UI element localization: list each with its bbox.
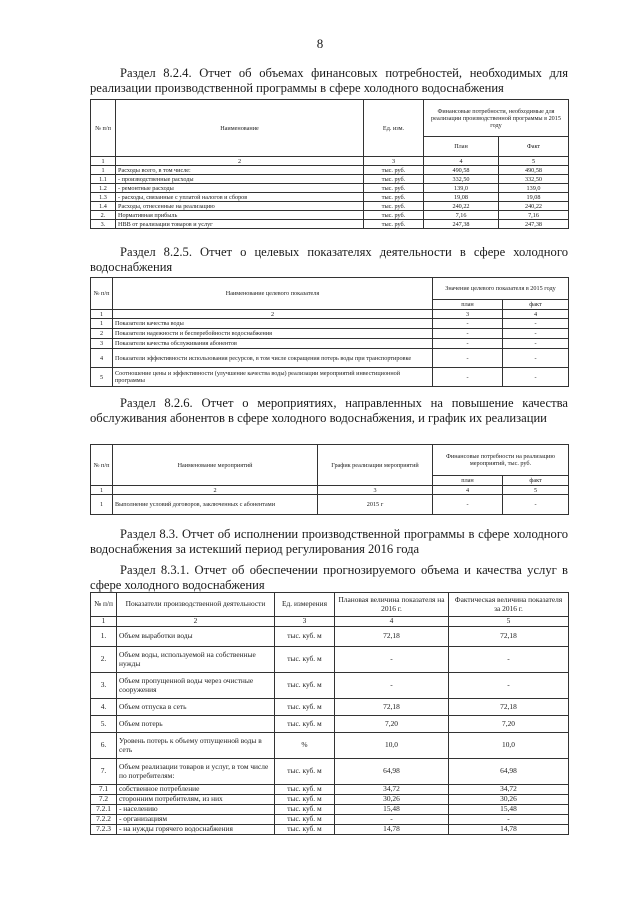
col-value-header: Значение целевого показателя в 2015 году — [433, 278, 569, 300]
row-no: 1. — [91, 627, 117, 647]
col-schedule-header: График реализации мероприятий — [318, 445, 433, 486]
row-fact: 64,98 — [449, 759, 569, 785]
col-plan-header: план — [433, 476, 503, 486]
row-no: 3. — [91, 673, 117, 699]
row-fact: 15,48 — [449, 805, 569, 815]
col-name-header: Показатели производственной деятельности — [117, 593, 275, 617]
row-name: Показатели надежности и бесперебойности водоснабжения — [113, 329, 433, 339]
row-plan: - — [433, 349, 503, 368]
col-fin-header: Финансовые потребности, необходимые для реализации производственной программы в 2015 году — [424, 100, 569, 137]
row-no: 4 — [91, 349, 113, 368]
row-plan: 15,48 — [335, 805, 449, 815]
row-no: 6. — [91, 733, 117, 759]
row-fact: - — [503, 349, 569, 368]
table-row — [91, 319, 569, 329]
table-row — [91, 166, 569, 175]
row-fact: 14,78 — [449, 825, 569, 835]
measures-table — [90, 444, 569, 515]
row-no: 3. — [91, 220, 116, 229]
row-name: Показатели качества обслуживания абонентов — [113, 339, 433, 349]
row-fact: 34,72 — [449, 785, 569, 795]
col-number: 3 — [275, 617, 335, 627]
row-unit: тыс. руб. — [364, 175, 424, 184]
row-name: Объем отпуска в сеть — [117, 699, 275, 716]
table-row — [91, 815, 569, 825]
row-fact: 7,20 — [449, 716, 569, 733]
row-plan: 30,26 — [335, 795, 449, 805]
row-plan: - — [433, 319, 503, 329]
col-plan-header: Плановая величина показателя на 2016 г. — [335, 593, 449, 617]
row-no: 7.2 — [91, 795, 117, 805]
row-plan: 72,18 — [335, 627, 449, 647]
row-no: 3 — [91, 339, 113, 349]
table-row — [91, 627, 569, 647]
table-row — [91, 339, 569, 349]
row-unit: тыс. куб. м — [275, 627, 335, 647]
row-no: 1 — [91, 166, 116, 175]
row-name: - населению — [117, 805, 275, 815]
col-number: 2 — [117, 617, 275, 627]
col-number: 4 — [503, 310, 569, 319]
row-name: Нормативная прибыль — [116, 211, 364, 220]
row-plan: 10,0 — [335, 733, 449, 759]
row-name: сторонним потребителям, из них — [117, 795, 275, 805]
table-row — [91, 673, 569, 699]
col-fin-header: Финансовые потребности на реализацию мероприятий, тыс. руб. — [433, 445, 569, 476]
table-row — [91, 193, 569, 202]
row-name: Показатели качества воды — [113, 319, 433, 329]
table-row — [91, 175, 569, 184]
row-fact: - — [449, 647, 569, 673]
row-no: 1 — [91, 319, 113, 329]
row-fact: - — [449, 673, 569, 699]
table-row — [91, 220, 569, 229]
row-plan: 7,20 — [335, 716, 449, 733]
row-plan: 19,08 — [424, 193, 499, 202]
financial-needs-table — [90, 99, 569, 229]
row-plan: 7,16 — [424, 211, 499, 220]
row-no: 2. — [91, 211, 116, 220]
row-fact: 19,08 — [499, 193, 569, 202]
row-no: 5 — [91, 368, 113, 387]
row-fact: 240,22 — [499, 202, 569, 211]
table-row — [91, 184, 569, 193]
col-name-header: Наименование — [116, 100, 364, 157]
row-fact: 7,16 — [499, 211, 569, 220]
table-row — [91, 825, 569, 835]
col-number: 3 — [318, 486, 433, 495]
col-number: 5 — [499, 157, 569, 166]
col-number: 4 — [335, 617, 449, 627]
row-no: 7.2.2 — [91, 815, 117, 825]
table-row — [91, 349, 569, 368]
row-name: Объем реализации товаров и услуг, в том числе по потребителям: — [117, 759, 275, 785]
row-name: Уровень потерь к объему отпущенной воды в сеть — [117, 733, 275, 759]
col-number: 3 — [433, 310, 503, 319]
row-unit: тыс. куб. м — [275, 759, 335, 785]
col-unit-header: Ед. измерения — [275, 593, 335, 617]
table-row — [91, 202, 569, 211]
row-unit: тыс. куб. м — [275, 795, 335, 805]
row-unit: % — [275, 733, 335, 759]
row-fact: 247,38 — [499, 220, 569, 229]
row-name: Объем потерь — [117, 716, 275, 733]
row-plan: 490,58 — [424, 166, 499, 175]
row-plan: 332,50 — [424, 175, 499, 184]
row-plan: 139,0 — [424, 184, 499, 193]
row-name: Показатели эффективности использования ресурсов, в том числе сокращения потерь воды при транспортировке — [113, 349, 433, 368]
table-row — [91, 211, 569, 220]
row-no: 2. — [91, 647, 117, 673]
row-no: 7. — [91, 759, 117, 785]
row-plan: - — [433, 329, 503, 339]
col-number: 5 — [503, 486, 569, 495]
row-no: 7.2.3 — [91, 825, 117, 835]
row-fact: 72,18 — [449, 627, 569, 647]
row-unit: тыс. руб. — [364, 202, 424, 211]
row-fact: - — [503, 319, 569, 329]
row-unit: тыс. куб. м — [275, 815, 335, 825]
row-fact: - — [503, 368, 569, 387]
col-number: 2 — [113, 486, 318, 495]
row-name: Расходы всего, в том числе: — [116, 166, 364, 175]
row-plan: - — [433, 368, 503, 387]
row-unit: тыс. руб. — [364, 184, 424, 193]
row-fact: 30,26 — [449, 795, 569, 805]
page-number: 8 — [316, 36, 324, 51]
section-8-2-4-heading: Раздел 8.2.4. Отчет об объемах финансовых потребностей, необходимых для реализации производственной программы в сфере холодного водоснабжения — [90, 66, 568, 95]
row-plan: 72,18 — [335, 699, 449, 716]
table-row — [91, 805, 569, 815]
row-unit: тыс. руб. — [364, 166, 424, 175]
row-no: 1.1 — [91, 175, 116, 184]
row-plan: 14,78 — [335, 825, 449, 835]
section-8-3-1-heading: Раздел 8.3.1. Отчет об обеспечении прогнозируемого объема и качества услуг в сфере холодного водоснабжения — [90, 563, 568, 592]
row-unit: тыс. руб. — [364, 220, 424, 229]
row-name: Расходы, отнесенные на реализацию — [116, 202, 364, 211]
table-row — [91, 368, 569, 387]
row-no: 7.2.1 — [91, 805, 117, 815]
row-unit: тыс. руб. — [364, 193, 424, 202]
col-number: 1 — [91, 310, 113, 319]
row-name: собственное потребление — [117, 785, 275, 795]
row-unit: тыс. куб. м — [275, 716, 335, 733]
row-plan: - — [335, 647, 449, 673]
col-number: 1 — [91, 617, 117, 627]
row-no: 1.4 — [91, 202, 116, 211]
table-row — [91, 716, 569, 733]
col-no-header: № п/п — [91, 100, 116, 157]
col-no-header: № п/п — [91, 593, 117, 617]
col-plan-header: план — [433, 300, 503, 310]
row-unit: тыс. куб. м — [275, 825, 335, 835]
row-no: 1.3 — [91, 193, 116, 202]
row-fact: - — [503, 339, 569, 349]
col-name-header: Наименование мероприятий — [113, 445, 318, 486]
row-no: 5. — [91, 716, 117, 733]
row-no: 1.2 — [91, 184, 116, 193]
col-no-header: № п/п — [91, 278, 113, 310]
row-unit: тыс. куб. м — [275, 699, 335, 716]
row-name: - ремонтные расходы — [116, 184, 364, 193]
row-fact: 72,18 — [449, 699, 569, 716]
row-unit: тыс. куб. м — [275, 805, 335, 815]
row-fact: - — [503, 495, 569, 515]
row-plan: 247,38 — [424, 220, 499, 229]
row-fact: 332,50 — [499, 175, 569, 184]
col-fact-header: Фактическая величина показателя за 2016 г. — [449, 593, 569, 617]
row-plan: 240,22 — [424, 202, 499, 211]
table-row — [91, 699, 569, 716]
row-fact: - — [503, 329, 569, 339]
table-row — [91, 795, 569, 805]
section-8-3-heading: Раздел 8.3. Отчет об исполнении производственной программы в сфере холодного водоснабжения за истекший период регулирования 2016 года — [90, 527, 568, 556]
row-name: НВВ от реализации товаров и услуг — [116, 220, 364, 229]
row-no: 7.1 — [91, 785, 117, 795]
row-plan: - — [335, 815, 449, 825]
row-unit: тыс. куб. м — [275, 673, 335, 699]
row-name: Соотношение цены и эффективности (улучшение качества воды) реализации мероприятий инвестиционной программы — [113, 368, 433, 387]
row-schedule: 2015 г — [318, 495, 433, 515]
col-unit-header: Ед. изм. — [364, 100, 424, 157]
col-number: 1 — [91, 486, 113, 495]
col-number: 2 — [113, 310, 433, 319]
row-name: - организациям — [117, 815, 275, 825]
row-plan: - — [433, 495, 503, 515]
row-fact: 139,0 — [499, 184, 569, 193]
row-unit: тыс. куб. м — [275, 785, 335, 795]
table-row — [91, 785, 569, 795]
row-name: Объем пропущенной воды через очистные сооружения — [117, 673, 275, 699]
row-name: Объем выработки воды — [117, 627, 275, 647]
row-no: 2 — [91, 329, 113, 339]
col-no-header: № п/п — [91, 445, 113, 486]
section-8-2-5-heading: Раздел 8.2.5. Отчет о целевых показателях деятельности в сфере холодного водоснабжения — [90, 245, 568, 274]
row-no: 1 — [91, 495, 113, 515]
row-plan: - — [433, 339, 503, 349]
row-name: - расходы, связанные с уплатой налогов и сборов — [116, 193, 364, 202]
row-fact: 490,58 — [499, 166, 569, 175]
row-plan: - — [335, 673, 449, 699]
row-no: 4. — [91, 699, 117, 716]
production-volume-table — [90, 592, 569, 835]
row-unit: тыс. куб. м — [275, 647, 335, 673]
table-row — [91, 759, 569, 785]
row-name: Объем воды, используемой на собственные нужды — [117, 647, 275, 673]
row-plan: 64,98 — [335, 759, 449, 785]
row-name: Выполнение условий договоров, заключенных с абонентами — [113, 495, 318, 515]
section-8-2-6-heading: Раздел 8.2.6. Отчет о мероприятиях, направленных на повышение качества обслуживания абонентов в сфере холодного водоснабжения, и график их реализации — [90, 396, 568, 425]
row-name: - на нужды горячего водоснабжения — [117, 825, 275, 835]
row-unit: тыс. руб. — [364, 211, 424, 220]
col-number: 3 — [364, 157, 424, 166]
col-number: 2 — [116, 157, 364, 166]
row-plan: 34,72 — [335, 785, 449, 795]
col-number: 5 — [449, 617, 569, 627]
col-number: 4 — [424, 157, 499, 166]
row-fact: 10,0 — [449, 733, 569, 759]
target-indicators-table — [90, 277, 569, 387]
row-name: - производственные расходы — [116, 175, 364, 184]
table-row — [91, 733, 569, 759]
col-number: 1 — [91, 157, 116, 166]
col-name-header: Наименование целевого показателя — [113, 278, 433, 310]
table-row — [91, 647, 569, 673]
table-row — [91, 329, 569, 339]
col-fact-header: факт — [503, 476, 569, 486]
table-row — [91, 495, 569, 515]
row-fact: - — [449, 815, 569, 825]
col-fact-header: Факт — [499, 137, 569, 157]
col-number: 4 — [433, 486, 503, 495]
col-plan-header: План — [424, 137, 499, 157]
col-fact-header: факт — [503, 300, 569, 310]
